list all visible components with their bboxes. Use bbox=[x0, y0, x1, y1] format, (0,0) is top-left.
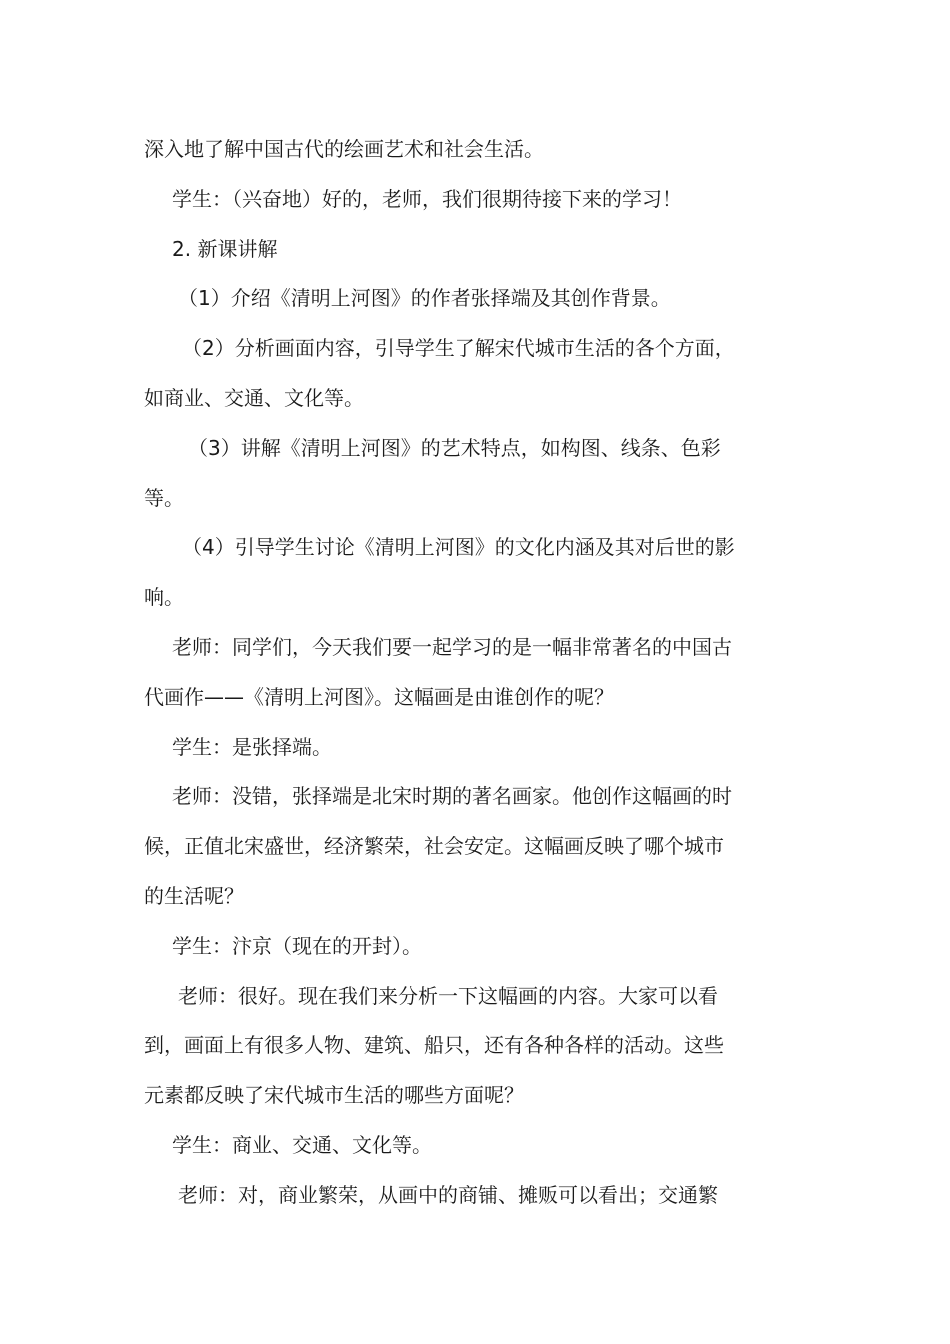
text-line-2: 学生：（兴奋地）好的，老师，我们很期待接下来的学习！ bbox=[172, 186, 682, 211]
dialogue-teacher-3-cont-2: 元素都反映了宋代城市生活的哪些方面呢？ bbox=[144, 1083, 524, 1108]
list-item-4: （4）引导学生讨论《清明上河图》的文化内涵及其对后世的影 bbox=[182, 535, 735, 560]
dialogue-student-2: 学生：汴京（现在的开封）。 bbox=[172, 933, 422, 958]
dialogue-teacher-3-cont-1: 到，画面上有很多人物、建筑、船只，还有各种各样的活动。这些 bbox=[144, 1033, 724, 1058]
list-item-2: （2）分析画面内容，引导学生了解宋代城市生活的各个方面， bbox=[182, 336, 735, 361]
dialogue-teacher-1: 老师：同学们，今天我们要一起学习的是一幅非常著名的中国古 bbox=[172, 634, 732, 659]
dialogue-teacher-2-cont-1: 候，正值北宋盛世，经济繁荣，社会安定。这幅画反映了哪个城市 bbox=[144, 834, 724, 859]
list-item-4-cont: 响。 bbox=[144, 585, 184, 610]
dialogue-student-3: 学生：商业、交通、文化等。 bbox=[172, 1132, 432, 1157]
dialogue-teacher-1-cont: 代画作——《清明上河图》。这幅画是由谁创作的呢？ bbox=[144, 684, 614, 709]
dialogue-teacher-2-cont-2: 的生活呢？ bbox=[144, 883, 244, 908]
dialogue-teacher-3: 老师：很好。现在我们来分析一下这幅画的内容。大家可以看 bbox=[178, 983, 718, 1008]
dialogue-student-1: 学生：是张择端。 bbox=[172, 734, 332, 759]
list-item-1: （1）介绍《清明上河图》的作者张择端及其创作背景。 bbox=[178, 286, 671, 311]
section-heading: 2. 新课讲解 bbox=[172, 236, 278, 261]
list-item-3: （3）讲解《清明上河图》的艺术特点，如构图、线条、色彩 bbox=[188, 435, 721, 460]
document-body bbox=[144, 125, 806, 1221]
dialogue-teacher-4: 老师：对，商业繁荣，从画中的商铺、摊贩可以看出；交通繁 bbox=[178, 1182, 718, 1207]
dialogue-teacher-2: 老师：没错，张择端是北宋时期的著名画家。他创作这幅画的时 bbox=[172, 784, 732, 809]
list-item-3-cont: 等。 bbox=[144, 485, 184, 510]
list-item-2-cont: 如商业、交通、文化等。 bbox=[144, 385, 364, 410]
text-line-1: 深入地了解中国古代的绘画艺术和社会生活。 bbox=[144, 137, 544, 161]
